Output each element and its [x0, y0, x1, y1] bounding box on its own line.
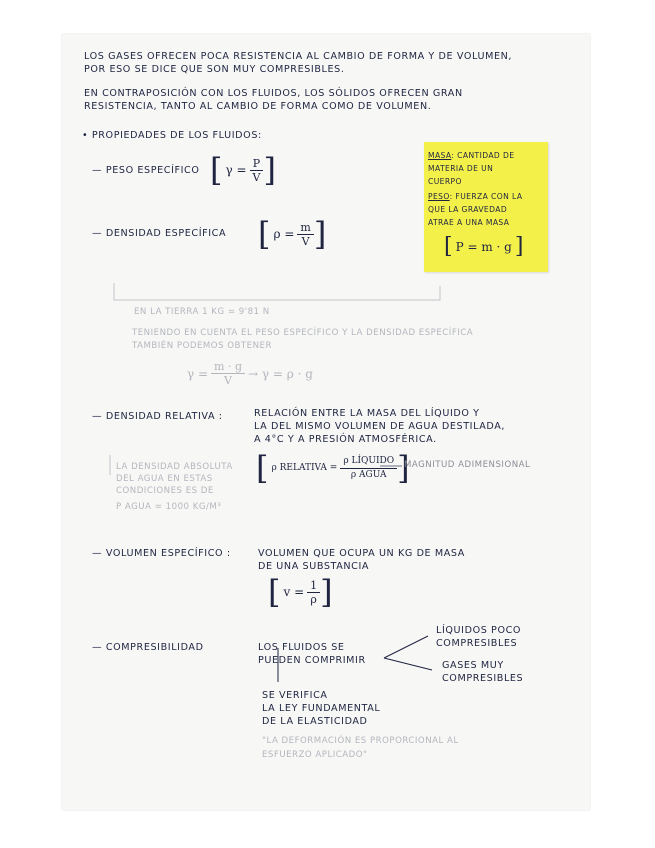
liquidos-note: COMPRESIBLES [436, 638, 518, 649]
section-heading: • PROPIEDADES DE LOS FLUIDOS: [82, 130, 262, 141]
formula-denominator: V [252, 170, 261, 184]
sticky-masa-label: MASA [428, 151, 452, 160]
densidad-relativa-desc: A 4°C Y A PRESIÓN ATMOSFÉRICA. [254, 434, 437, 445]
intro-line: POR ESO SE DICE QUE SON MUY COMPRESIBLES. [84, 64, 345, 75]
densidad-relativa-desc: RELACIÓN ENTRE LA MASA DEL LÍQUIDO Y [254, 408, 480, 419]
agua-note: LA DENSIDAD ABSOLUTA [116, 462, 233, 472]
formula-lhs: γ = [187, 366, 209, 381]
formula-denominator: ρ [310, 592, 317, 606]
formula-numerator: ρ LÍQUIDO [340, 455, 397, 469]
volumen-especifico-label: — VOLUMEN ESPECÍFICO : [92, 548, 231, 559]
densidad-relativa-label: — DENSIDAD RELATIVA : [92, 411, 223, 422]
elasticidad-note: LA LEY FUNDAMENTAL [262, 703, 381, 714]
formula-lhs: γ = [225, 163, 247, 177]
elasticidad-note: DE LA ELASTICIDAD [262, 716, 368, 727]
sticky-formula: [ P = m · g ] [444, 234, 524, 259]
intro-line: EN CONTRAPOSICIÓN CON LOS FLUIDOS, LOS SÓLIDOS OFRECEN GRAN [84, 88, 463, 99]
compresibilidad-desc: LOS FLUIDOS SE [258, 642, 345, 653]
formula-rhs: → γ = ρ · g [248, 366, 313, 381]
intro-line: RESISTENCIA, TANTO AL CAMBIO DE FORMA COMO DE VOLUMEN. [84, 101, 432, 112]
elasticidad-quote: "LA DEFORMACIÓN ES PROPORCIONAL AL [262, 736, 459, 746]
compresibilidad-label: — COMPRESIBILIDAD [92, 642, 204, 653]
sticky-peso-label: PESO [428, 192, 450, 201]
magnitud-note: MAGNITUD ADIMENSIONAL [404, 460, 531, 470]
formula-lhs: ρ RELATIVA = [271, 463, 338, 473]
intro-line: LOS GASES OFRECEN POCA RESISTENCIA AL CAMBIO DE FORMA Y DE VOLUMEN, [84, 51, 513, 62]
faint-note: EN LA TIERRA 1 KG = 9'81 N [134, 307, 270, 317]
densidad-relativa-desc: LA DEL MISMO VOLUMEN DE AGUA DESTILADA, [254, 421, 506, 432]
agua-note: Ρ AGUA = 1000 KG/M³ [116, 502, 222, 512]
peso-especifico-label: — PESO ESPECÍFICO [92, 165, 200, 176]
densidad-especifica-label: — DENSIDAD ESPECÍFICA [92, 228, 227, 239]
faint-note: TAMBIÉN PODEMOS OBTENER [132, 341, 272, 351]
sticky-text: MATERIA DE UN [428, 164, 494, 173]
formula-lhs: ρ = [273, 227, 295, 241]
agua-note: CONDICIONES ES DE [116, 486, 214, 496]
peso-especifico-formula: [ γ = $\frac{P}{V}$ ] [210, 151, 276, 189]
formula-numerator: m [297, 221, 313, 235]
formula-denominator: ρ AGUA [350, 469, 387, 480]
densidad-especifica-formula: [ ρ = $\frac{m}{V}$ ] [258, 215, 327, 253]
formula-numerator: 1 [307, 579, 320, 593]
sticky-formula-text: P = m · g [455, 240, 512, 254]
gases-note: GASES MUY [442, 660, 504, 671]
densidad-relativa-formula: [ ρ RELATIVA = $\frac{\text{ρ LÍQUIDO}}{\text{ρ AGUA}}$ ] [256, 449, 410, 487]
faint-formula [184, 360, 316, 387]
sticky-text: QUE LA GRAVEDAD [428, 205, 508, 214]
formula-denominator: V [224, 374, 232, 387]
volumen-especifico-formula: [ v = $\frac{1}{\rho}$ ] [268, 573, 333, 611]
elasticidad-note: SE VERIFICA [262, 690, 328, 701]
sticky-text: : FUERZA CON LA [449, 192, 523, 201]
formula-numerator: P [250, 157, 263, 171]
faint-note: TENIENDO EN CUENTA EL PESO ESPECÍFICO Y LA DENSIDAD ESPECÍFICA [132, 328, 474, 338]
formula-denominator: V [301, 234, 310, 248]
volumen-especifico-desc: DE UNA SUBSTANCIA [258, 561, 370, 572]
compresibilidad-desc: PUEDEN COMPRIMIR [258, 655, 366, 666]
formula-numerator: m · g [211, 360, 245, 374]
volumen-especifico-desc: VOLUMEN QUE OCUPA UN KG DE MASA [258, 548, 465, 559]
sticky-text: CUERPO [428, 177, 462, 186]
liquidos-note: LÍQUIDOS POCO [436, 625, 522, 636]
sticky-text: : CANTIDAD DE [451, 151, 515, 160]
gases-note: COMPRESIBLES [442, 673, 524, 684]
elasticidad-quote: ESFUERZO APLICADO" [262, 750, 368, 760]
sticky-text: ATRAE A UNA MASA [428, 218, 510, 227]
formula-lhs: v = [283, 585, 305, 599]
agua-note: DEL AGUA EN ESTAS [116, 474, 213, 484]
